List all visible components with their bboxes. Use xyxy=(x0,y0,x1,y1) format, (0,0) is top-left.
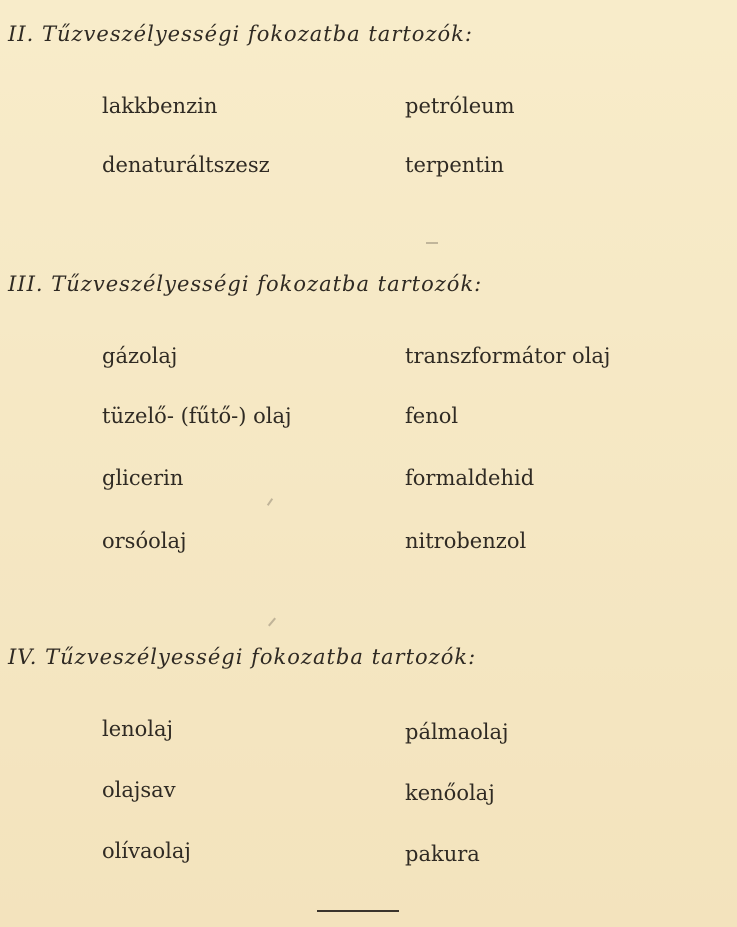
print-speck xyxy=(426,242,438,244)
print-speck xyxy=(268,618,276,627)
list-item: gázolaj xyxy=(102,344,178,368)
list-item: glicerin xyxy=(102,466,184,490)
list-item: petróleum xyxy=(405,94,515,118)
list-item: pálmaolaj xyxy=(405,720,509,744)
list-item: fenol xyxy=(405,404,459,428)
closing-rule xyxy=(317,910,399,912)
list-item: terpentin xyxy=(405,153,504,177)
section-heading-ii: II. Tűzveszélyességi fokozatba tartozók: xyxy=(8,22,473,46)
list-item: transzformátor olaj xyxy=(405,344,611,368)
list-item: lenolaj xyxy=(102,717,174,741)
list-item: lakkbenzin xyxy=(102,94,218,118)
list-item: formaldehid xyxy=(405,466,535,490)
list-item: denaturáltszesz xyxy=(102,153,270,177)
list-item: olívaolaj xyxy=(102,839,191,863)
list-item: pakura xyxy=(405,842,480,866)
section-heading-iii: III. Tűzveszélyességi fokozatba tartozók: xyxy=(8,272,483,296)
print-speck xyxy=(267,498,273,506)
list-item: kenőolaj xyxy=(405,781,495,805)
list-item: orsóolaj xyxy=(102,529,187,553)
list-item: nitrobenzol xyxy=(405,529,527,553)
section-heading-iv: IV. Tűzveszélyességi fokozatba tartozók: xyxy=(8,645,477,669)
list-item: tüzelő- (fűtő-) olaj xyxy=(102,404,292,428)
list-item: olajsav xyxy=(102,778,176,802)
